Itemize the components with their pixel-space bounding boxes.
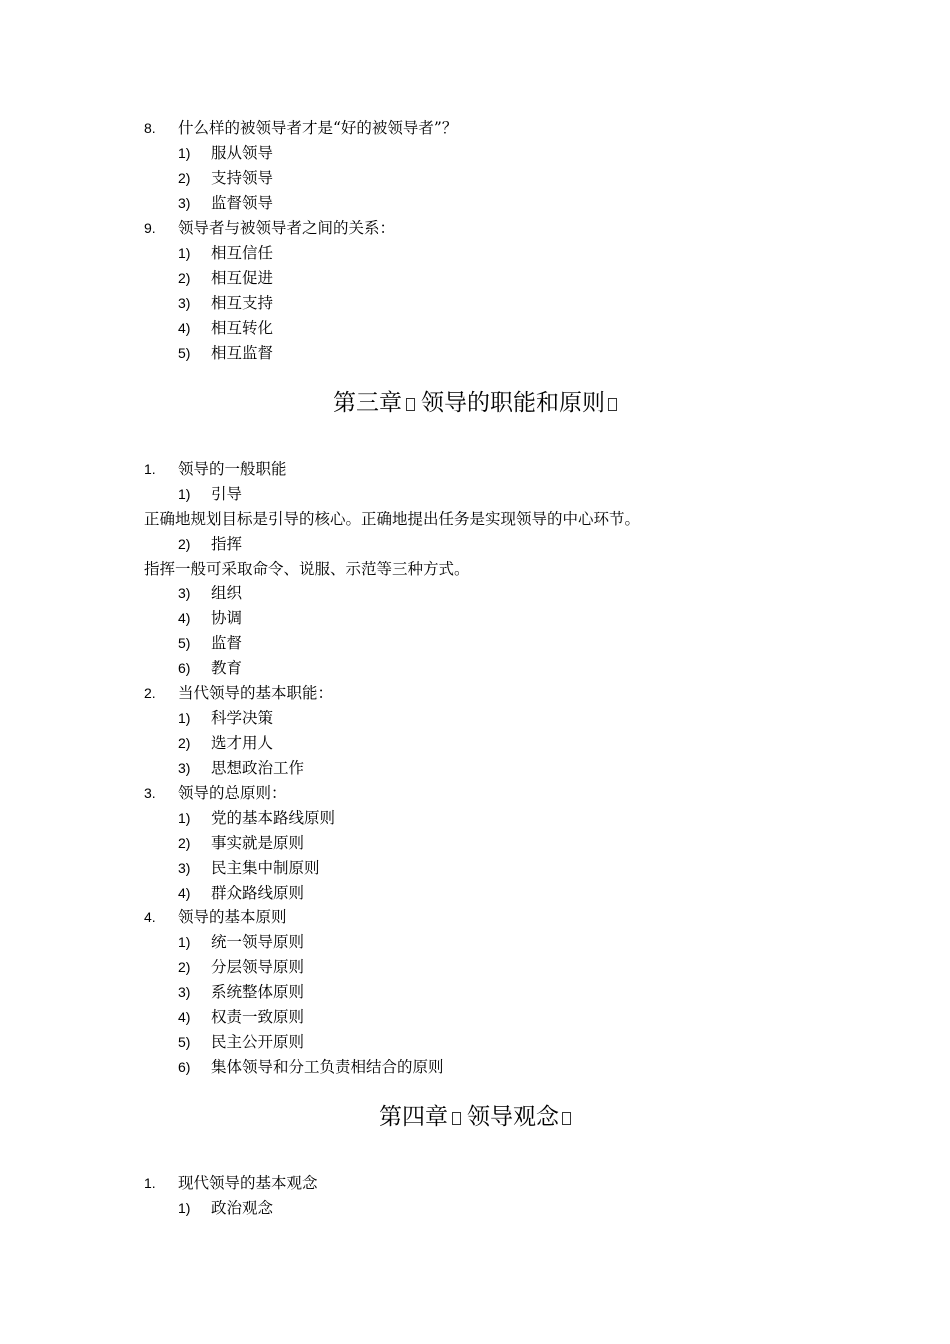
question-number: 9.	[144, 220, 156, 236]
section-text: 领导的基本原则	[178, 908, 287, 926]
item-number: 5)	[178, 1034, 191, 1050]
list-item: 系统整体原则	[211, 983, 305, 1001]
item-number: 1)	[178, 245, 191, 261]
item-number: 1)	[178, 710, 191, 726]
section-number: 1.	[144, 461, 156, 477]
chapter-number: 第四章	[379, 1104, 448, 1130]
section-number: 4.	[144, 909, 156, 925]
list-item: 权责一致原则	[211, 1008, 305, 1026]
section-number: 3.	[144, 785, 156, 801]
item-number: 5)	[178, 345, 191, 361]
list-item: 群众路线原则	[211, 884, 305, 902]
list-item: 组织	[211, 584, 243, 602]
chapter-number: 第三章	[333, 390, 402, 416]
missing-glyph-icon	[608, 398, 617, 411]
list-item: 服从领导	[211, 144, 274, 162]
paragraph: 指挥一般可采取命令、说服、示范等三种方式。	[144, 560, 470, 578]
list-item: 监督领导	[211, 194, 274, 212]
item-number: 6)	[178, 660, 191, 676]
item-number: 3)	[178, 295, 191, 311]
item-number: 1)	[178, 145, 191, 161]
list-item: 相互转化	[211, 319, 274, 337]
item-number: 5)	[178, 635, 191, 651]
item-number: 2)	[178, 735, 191, 751]
item-number: 3)	[178, 195, 191, 211]
item-number: 4)	[178, 610, 191, 626]
list-item: 事实就是原则	[211, 834, 305, 852]
missing-glyph-icon	[406, 398, 415, 411]
list-item: 引导	[211, 485, 243, 503]
list-item: 分层领导原则	[211, 958, 305, 976]
list-item: 指挥	[211, 535, 243, 553]
question-number: 8.	[144, 120, 156, 136]
item-number: 3)	[178, 585, 191, 601]
section-number: 1.	[144, 1175, 156, 1191]
list-item: 相互促进	[211, 269, 274, 287]
list-item: 民主集中制原则	[211, 859, 320, 877]
list-item: 教育	[211, 659, 243, 677]
item-number: 1)	[178, 486, 191, 502]
item-number: 2)	[178, 959, 191, 975]
list-item: 相互信任	[211, 244, 274, 262]
item-number: 3)	[178, 860, 191, 876]
paragraph: 正确地规划目标是引导的核心。正确地提出任务是实现领导的中心环节。	[144, 510, 641, 528]
item-number: 2)	[178, 170, 191, 186]
list-item: 统一领导原则	[211, 933, 305, 951]
item-number: 4)	[178, 885, 191, 901]
list-item: 监督	[211, 634, 243, 652]
chapter-4-heading	[0, 1102, 950, 1132]
chapter-title: 领导的职能和原则	[421, 390, 605, 416]
chapter-3-heading	[0, 388, 950, 418]
item-number: 1)	[178, 810, 191, 826]
list-item: 相互支持	[211, 294, 274, 312]
list-item: 党的基本路线原则	[211, 809, 336, 827]
list-item: 相互监督	[211, 344, 274, 362]
item-number: 3)	[178, 760, 191, 776]
list-item: 支持领导	[211, 169, 274, 187]
item-number: 6)	[178, 1059, 191, 1075]
section-text: 领导的一般职能	[178, 460, 287, 478]
item-number: 2)	[178, 270, 191, 286]
item-number: 1)	[178, 1200, 191, 1216]
list-item: 选才用人	[211, 734, 274, 752]
section-number: 2.	[144, 685, 156, 701]
section-text: 现代领导的基本观念	[178, 1174, 318, 1192]
item-number: 1)	[178, 934, 191, 950]
chapter-title: 领导观念	[467, 1104, 559, 1130]
missing-glyph-icon	[452, 1112, 461, 1125]
item-number: 3)	[178, 984, 191, 1000]
list-item: 集体领导和分工负责相结合的原则	[211, 1058, 444, 1076]
question-text: 领导者与被领导者之间的关系：	[178, 219, 396, 237]
question-text: 什么样的被领导者才是“好的被领导者”？	[178, 119, 458, 137]
missing-glyph-icon	[562, 1112, 571, 1125]
section-text: 当代领导的基本职能：	[178, 684, 334, 702]
list-item: 思想政治工作	[211, 759, 305, 777]
list-item: 民主公开原则	[211, 1033, 305, 1051]
list-item: 协调	[211, 609, 243, 627]
list-item: 政治观念	[211, 1199, 274, 1217]
item-number: 2)	[178, 536, 191, 552]
item-number: 4)	[178, 320, 191, 336]
item-number: 2)	[178, 835, 191, 851]
section-text: 领导的总原则：	[178, 784, 287, 802]
item-number: 4)	[178, 1009, 191, 1025]
list-item: 科学决策	[211, 709, 274, 727]
